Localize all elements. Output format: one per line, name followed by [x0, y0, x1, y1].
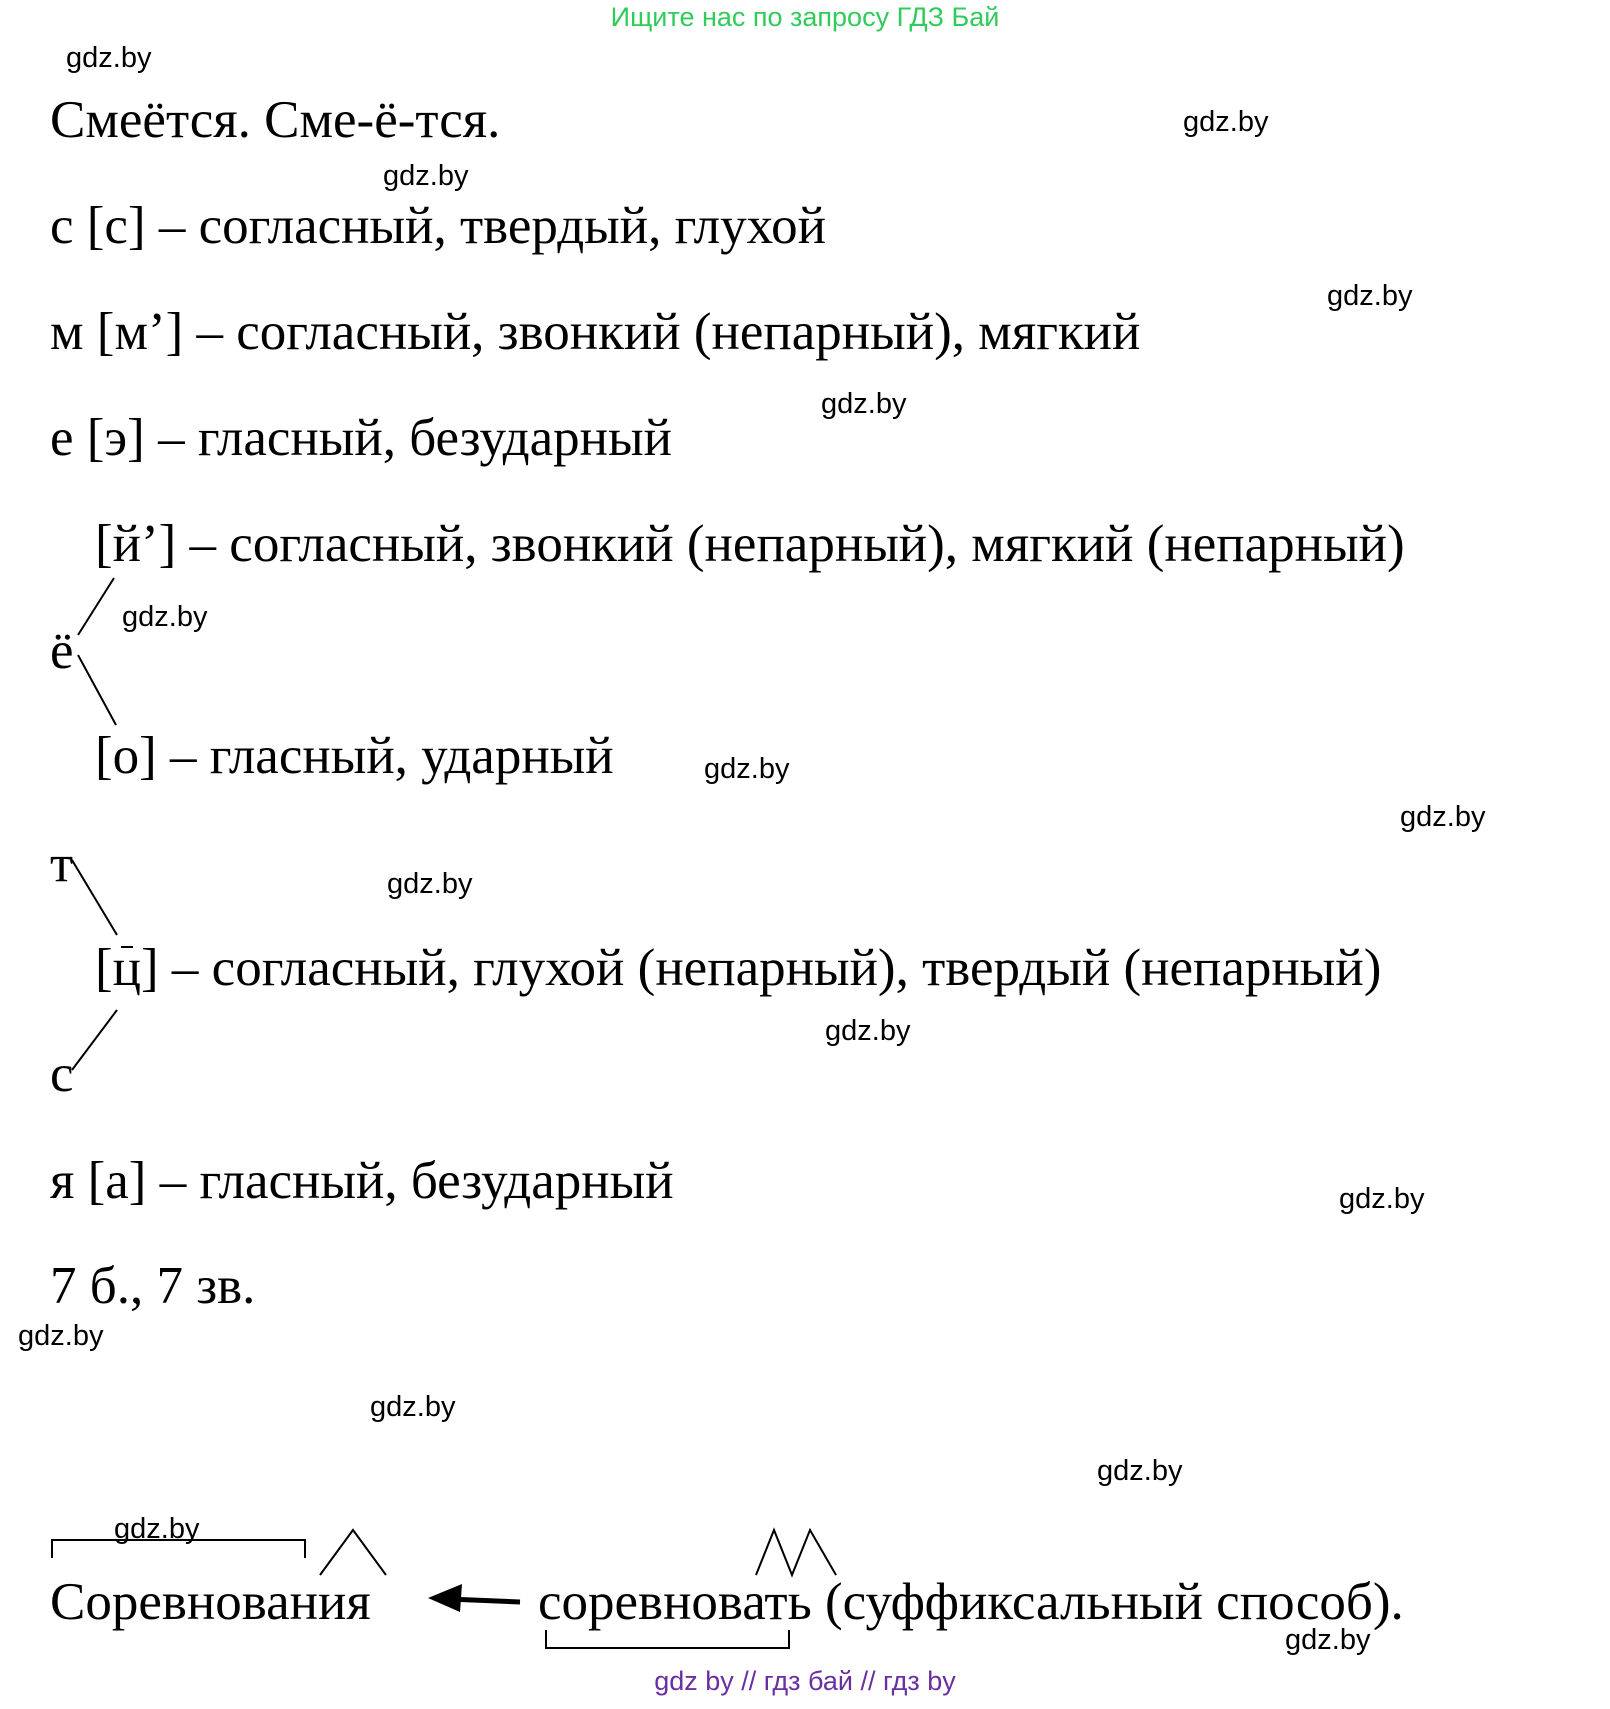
watermark: gdz.by [1339, 1183, 1425, 1215]
branch-line-yo-down [78, 655, 116, 725]
phonetic-line-s: с [с] – согласный, твердый, глухой [50, 197, 826, 255]
top-banner[interactable]: Ищите нас по запросу ГДЗ Бай [610, 2, 1000, 32]
ts-open-bracket: [ [95, 939, 113, 997]
phonetic-line-e: е [э] – гласный, безударный [50, 409, 672, 467]
watermark: gdz.by [825, 1015, 911, 1047]
watermark: gdz.by [821, 388, 907, 420]
watermark: gdz.by [1327, 280, 1413, 312]
double-suffix-roof [756, 1530, 836, 1575]
watermark: gdz.by [383, 160, 469, 192]
watermark: gdz.by [66, 42, 152, 74]
suffix-roof [320, 1530, 386, 1575]
branch-line-s [72, 1010, 117, 1070]
letter-t: т [50, 835, 74, 893]
phonetic-line-ya: я [а] – гласный, безударный [50, 1152, 674, 1210]
phonetic-line-yo-j: [й’] – согласный, звонкий (непарный), мягкий (непарный) [95, 515, 1405, 573]
ts-sound-letter: ц [112, 939, 142, 997]
phonetic-line-yo-o: [о] – гласный, ударный [95, 727, 614, 785]
watermark: gdz.by [114, 1513, 200, 1545]
stem-bracket [546, 1630, 789, 1648]
letter-sound-count: 7 б., 7 зв. [50, 1257, 256, 1315]
watermark: gdz.by [1400, 801, 1486, 833]
watermark: gdz.by [1183, 106, 1269, 138]
watermark: gdz.by [387, 868, 473, 900]
derivation-arrow-head [428, 1584, 462, 1612]
root-bracket [52, 1540, 305, 1558]
watermark: gdz.by [18, 1320, 104, 1352]
phonetic-line-m: м [м’] – согласный, звонкий (непарный), мягкий [50, 303, 1141, 361]
formation-method: (суффиксальный способ). [811, 1573, 1404, 1631]
watermark: gdz.by [1097, 1455, 1183, 1487]
watermark: gdz.by [704, 753, 790, 785]
derived-word: Соревнования [50, 1573, 371, 1631]
letter-yo: ё [50, 622, 74, 680]
letter-s-second: с [50, 1045, 74, 1103]
watermark: gdz.by [370, 1391, 456, 1423]
watermark: gdz.by [122, 601, 208, 633]
watermark: gdz.by [1285, 1624, 1371, 1656]
footer-links[interactable]: gdz by // гдз бай // гдз by [654, 1666, 956, 1696]
word-syllables: Смеётся. Сме-ё-тся. [50, 91, 501, 149]
branch-line-yo-up [78, 578, 114, 635]
ts-description: ] – согласный, глухой (непарный), твердый (непарный) [141, 939, 1382, 997]
branch-line-t [72, 860, 117, 935]
motivating-word-text: соревновать [538, 1573, 812, 1631]
